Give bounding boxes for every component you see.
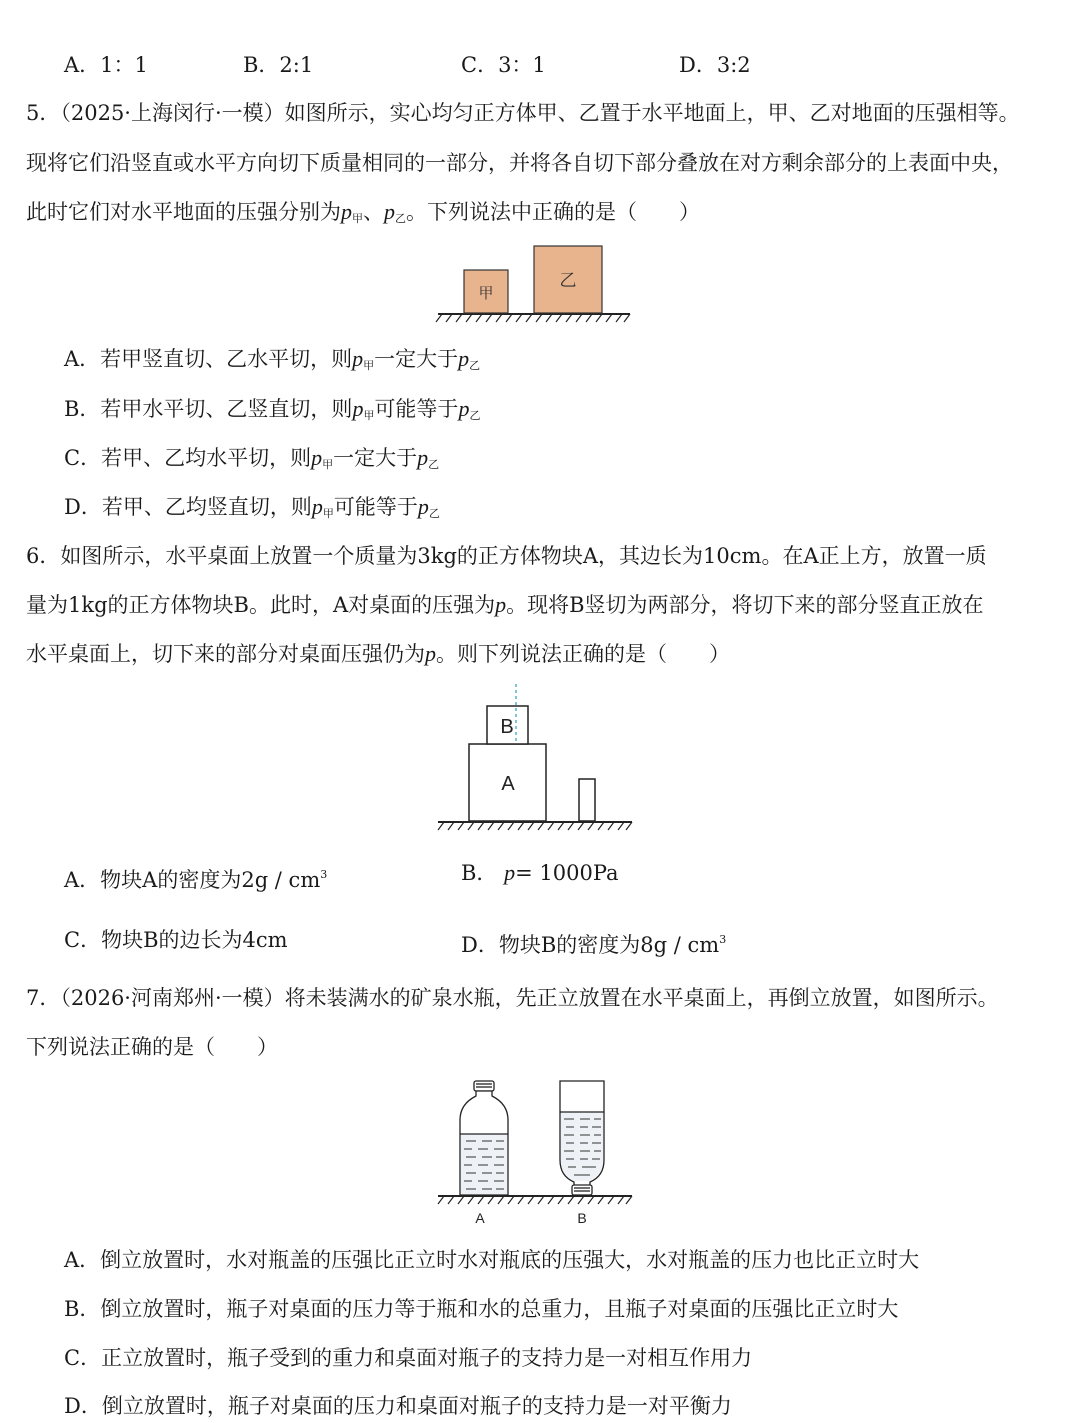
q5-figure — [436, 242, 636, 326]
q6-option-a: A．物块A的密度为$2g / cm^3$ — [64, 868, 328, 892]
q4-option-d: D．3:2 — [679, 53, 751, 77]
q6-figure — [436, 684, 636, 830]
q4-option-c: C．3：1 — [461, 53, 546, 77]
q6-stem-line2: 量为1kg的正方体物块B。此时，A对桌面的压强为p。现将B竖切为两部分，将切下来的部分竖直正放在 — [26, 592, 984, 617]
cut-piece — [579, 779, 595, 821]
bottle-a-label: A — [475, 1210, 485, 1226]
q5-stem-line1: 5．（2025·上海闵行·一模）如图所示，实心均匀正方体甲、乙置于水平地面上，甲、乙对地面的压强相等。 — [26, 101, 1020, 125]
bottle-b-water — [560, 1112, 604, 1181]
q5-option-b: B．若甲水平切、乙竖直切，则$p_甲$可能等于$p_乙$ — [64, 396, 481, 422]
q7-option-d: D．倒立放置时，瓶子对桌面的压力和桌面对瓶子的支持力是一对平衡力 — [64, 1394, 732, 1418]
q6-stem-line1: 6．如图所示，水平桌面上放置一个质量为3kg的正方体物块A，其边长为10cm。在A正上方，放置一质 — [26, 544, 987, 568]
bottle-b-label: B — [577, 1210, 587, 1226]
q5-stem-line2: 现将它们沿竖直或水平方向切下质量相同的一部分，并将各自切下部分叠放在对方剩余部分的上表面中央， — [26, 151, 1013, 175]
q7-stem-line2: 下列说法正确的是（ ） — [26, 1035, 278, 1059]
q5-option-c: C．若甲、乙均水平切，则$p_甲$一定大于$p_乙$ — [64, 445, 440, 471]
q6-option-b: B． p= 1000Pa — [461, 860, 619, 885]
q6-stem-line3: 水平桌面上，切下来的部分对桌面压强仍为p。则下列说法正确的是（ ） — [26, 641, 730, 666]
block-yi-label: 乙 — [559, 271, 577, 290]
q6-option-c: C．物块B的边长为4cm — [64, 928, 288, 952]
q7-stem-line1: 7．（2026·河南郑州·一模）将未装满水的矿泉水瓶，先正立放置在水平桌面上，再倒立放置，如图所示。 — [26, 986, 999, 1010]
q7-figure — [436, 1078, 636, 1228]
bottle-b-cap — [572, 1185, 592, 1195]
block-b-label: B — [500, 716, 514, 738]
q7-option-b: B．倒立放置时，瓶子对桌面的压力等于瓶和水的总重力，且瓶子对桌面的压强比正立时大 — [64, 1297, 899, 1321]
q5-stem-line3: 此时它们对水平地面的压强分别为$p_甲$、$p_乙$。下列说法中正确的是（ ） — [26, 199, 700, 225]
block-jia-label: 甲 — [478, 285, 494, 302]
ground-hatching — [436, 314, 630, 322]
q5-option-a: A．若甲竖直切、乙水平切，则$p_甲$一定大于$p_乙$ — [64, 346, 481, 372]
table-hatching — [438, 1196, 632, 1204]
table-hatching — [438, 822, 632, 830]
q6-option-d: D．物块B的密度为$8g / cm^3$ — [461, 933, 727, 957]
q7-option-a: A．倒立放置时，水对瓶盖的压强比正立时水对瓶底的压强大，水对瓶盖的压力也比正立时大 — [64, 1248, 920, 1272]
block-a-label: A — [501, 773, 515, 795]
q5-option-d: D．若甲、乙均竖直切，则$p_甲$可能等于$p_乙$ — [64, 494, 440, 520]
q4-option-a: A．1：1 — [64, 53, 148, 77]
q4-option-b: B．2:1 — [243, 53, 314, 77]
bottle-a-water — [460, 1134, 508, 1194]
bottle-a-cap — [474, 1081, 494, 1091]
q7-option-c: C．正立放置时，瓶子受到的重力和桌面对瓶子的支持力是一对相互作用力 — [64, 1346, 753, 1370]
